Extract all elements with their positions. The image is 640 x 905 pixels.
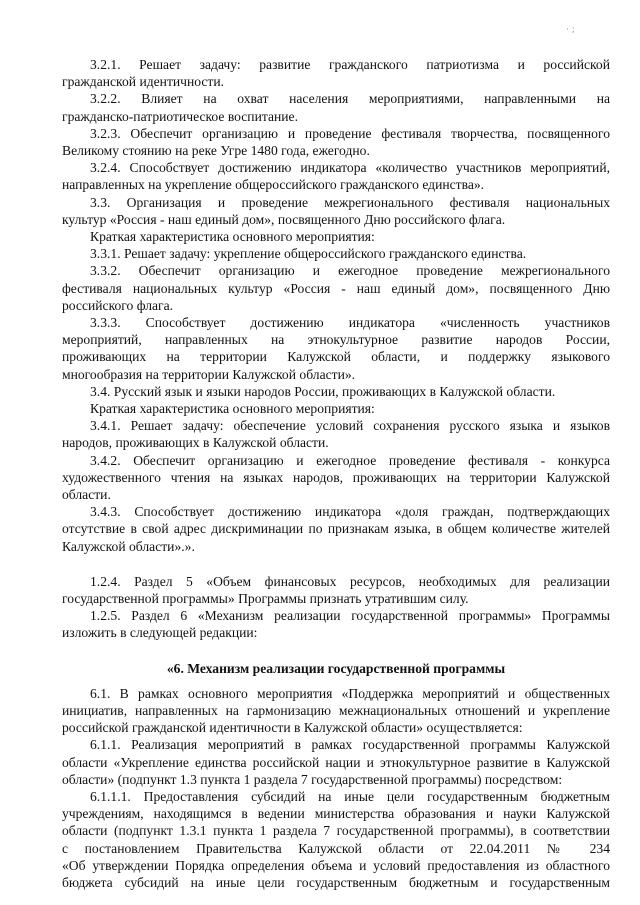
text-line: мероприятий, направленных на этнокультурное развитие народов России, [62,332,610,348]
text-line: 3.3.2. Обеспечит организацию и ежегодное проведение межрегионального [90,263,610,279]
text-line: 3.4. Русский язык и языки народов России, проживающих в Калужской области. [90,383,556,399]
text-line: с постановлением Правительства Калужской области от 22.04.2011 № 234 [62,840,610,856]
text-line: 3.3. Организация и проведение межрегионального фестиваля национальных [90,194,610,210]
text-line: области «Укрепление единства российской нации и этнокультурное развитие в Калужской [62,754,610,770]
text-line: 1.2.5. Раздел 6 «Механизм реализации государственной программы» Программы [90,608,610,624]
text-line: 3.3.3. Способствует достижению индикатора «численность участников [90,315,610,330]
text-line: области. [62,487,111,502]
text-line: 3.3.1. Решает задачу: укрепление общероссийского гражданского единства. [90,246,527,262]
text-line: многообразия на территории Калужской области». [62,366,356,382]
text-line: государственной программы» Программы признать утратившим силу. [62,591,469,606]
text-line: Краткая характеристика основного мероприятия: [90,229,375,244]
text-line: 3.4.3. Способствует достижению индикатора «доля граждан, подтверждающих [90,504,610,520]
text-line: бюджета субсидий на иные цели государственным бюджетным и государственным [62,875,610,890]
text-line: 3.2.3. Обеспечит организацию и проведение фестиваля творчества, посвященного [90,125,610,141]
text-line: 3.2.4. Способствует достижению индикатора «количество участников мероприятий, [90,160,610,176]
text-line: проживающих на территории Калужской области, и поддержку языкового [62,349,610,365]
text-line: области» (подпункт 1.3 пункта 1 раздела 7 государственной программы) посредством: [62,771,563,787]
text-line: инициатив, направленных на гармонизацию межнациональных отношений и укрепление [62,703,610,718]
text-line: области (подпункт 1.3.1 пункта 1 раздела 7 государственной программы), в соответствии [62,823,610,839]
text-line: отсутствие в свой адрес дискриминации по признакам языка, в общем количестве жителей [62,521,610,537]
text-line: российской гражданской идентичности в Калужской области» осуществляется: [62,720,523,736]
text-line: 3.4.2. Обеспечит организацию и ежегодное проведение фестиваля - конкурса [90,452,610,468]
text-line: Калужской области».». [62,538,195,554]
text-line: культур «Россия - наш единый дом», посвященного Дню российского флага. [62,211,506,227]
text-line: 6.1.1.1. Предоставления субсидий на иные цели государственным бюджетным [90,789,610,804]
text-line: 1.2.4. Раздел 5 «Объем финансовых ресурсов, необходимых для реализации [90,573,610,589]
text-line: изложить в следующей редакции: [62,625,258,641]
text-line: Великому стоянию на реке Угре 1480 года, ежегодно. [62,143,370,158]
text-line: 6.1.1. Реализация мероприятий в рамках государственной программы Калужской [90,737,610,753]
text-line: 6.1. В рамках основного мероприятия «Поддержка мероприятий и общественных [90,685,610,701]
text-line: 3.4.1. Решает задачу: обеспечение условий сохранения русского языка и языков [90,418,610,434]
section-heading: «6. Механизм реализации государственной программы [166,660,506,676]
text-line: гражданско-патриотическое воспитание. [62,108,298,124]
text-line: Краткая характеристика основного мероприятия: [90,401,375,416]
text-line: «Об утверждении Порядка определения объема и условий предоставления из областного [62,857,610,873]
text-line: народов, проживающих в Калужской области. [62,435,329,451]
text-line: российского флага. [62,297,174,313]
text-line: художественного чтения на языках народов, проживающих на территории Калужской [62,469,610,485]
text-line: учреждениям, находящимся в ведении министерства образования и науки Калужской [62,806,610,822]
text-line: 3.2.1. Решает задачу: развитие гражданского патриотизма и российской [90,57,610,72]
text-line: направленных на укрепление общероссийского гражданского единства». [62,177,485,193]
text-line: 3.2.2. Влияет на охват населения мероприятиями, направленными на [90,91,610,107]
text-line: фестиваля национальных культур «Россия - наш единый дом», посвященного Дню [62,280,610,296]
text-line: гражданской идентичности. [62,74,225,90]
scan-speck-mark: · ; [566,25,575,35]
